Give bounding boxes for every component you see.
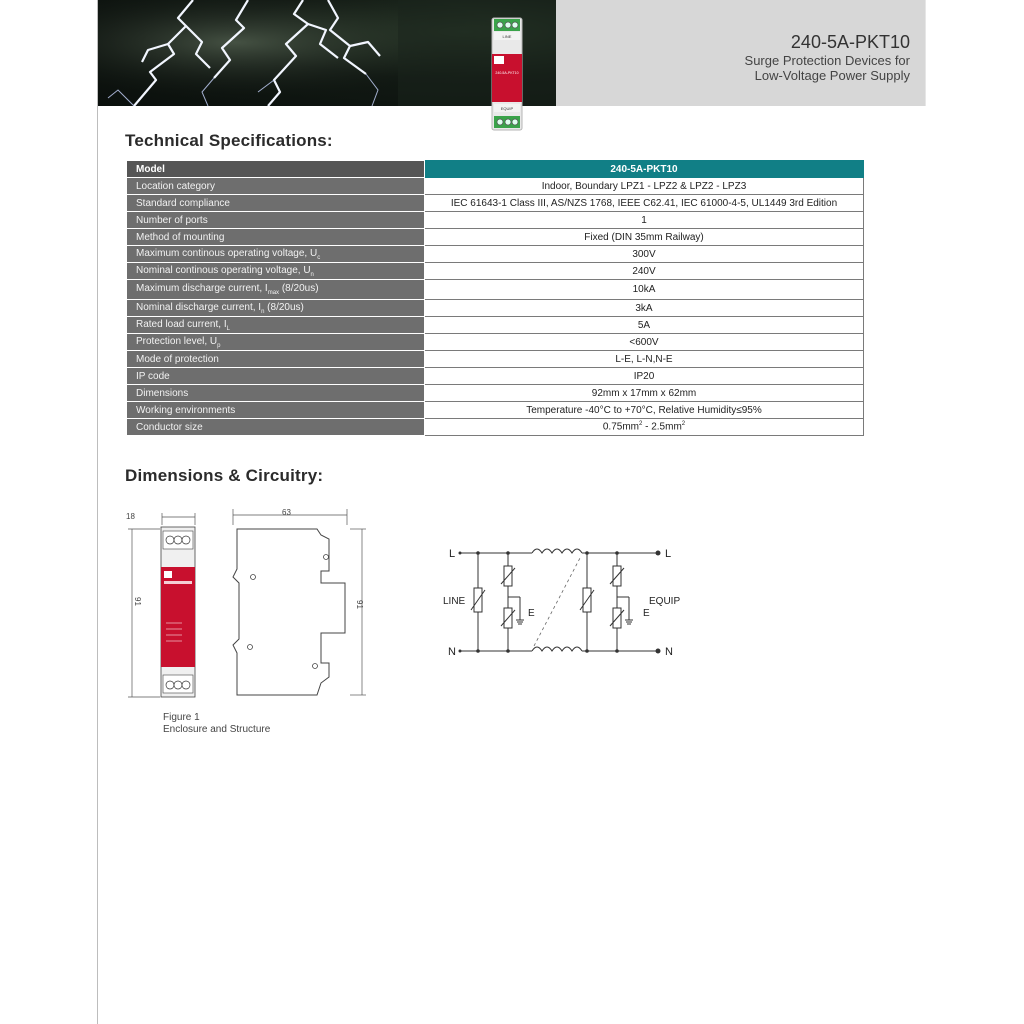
table-row [127, 195, 864, 212]
superscript: 2 [638, 421, 643, 428]
neutral-n-right-label: N [665, 646, 673, 658]
dimensions-circuitry-heading: Dimensions & Circuitry: [125, 466, 324, 485]
spec-key-text: Maximum continous operating voltage, U [136, 247, 318, 259]
spec-value: 3kA [425, 300, 864, 317]
line-side-label: LINE [443, 596, 466, 607]
spec-key: Dimensions [127, 385, 425, 402]
spec-value: 1 [425, 212, 864, 229]
figure-title: Enclosure and Structure [163, 724, 271, 735]
spec-value [425, 419, 864, 436]
spec-key [127, 246, 425, 263]
table-row [127, 280, 864, 300]
subtitle-line-2: Low-Voltage Power Supply [754, 68, 910, 83]
page-left-rule [97, 0, 98, 1024]
front-height-dimension-label: 91 [132, 597, 142, 606]
spec-key-text: Nominal continous operating voltage, U [136, 264, 311, 276]
product-equip-label: EQUIP [500, 106, 514, 111]
table-row [127, 178, 864, 195]
spec-key [127, 263, 425, 280]
model-key: Model [127, 161, 425, 178]
spec-value: IP20 [425, 368, 864, 385]
spec-value: 92mm x 17mm x 62mm [425, 385, 864, 402]
document-code: 240-5A-PKT10 [790, 32, 910, 52]
product-model-label: 240-5A-PKT10 [495, 71, 519, 75]
spec-key-subscript: n [310, 271, 314, 278]
spec-key: IP code [127, 368, 425, 385]
spec-key: Location category [127, 178, 425, 195]
specifications-table [126, 160, 864, 436]
table-row [127, 334, 864, 351]
equip-side-label: EQUIP [649, 596, 681, 607]
table-row [127, 385, 864, 402]
spec-key: Number of ports [127, 212, 425, 229]
table-row [127, 419, 864, 436]
conductor-min: 0.75mm [602, 421, 639, 433]
spec-value: 300V [425, 246, 864, 263]
product-photo [488, 16, 530, 132]
spec-value: L-E, L-N,N-E [425, 351, 864, 368]
table-row [127, 246, 864, 263]
spec-value: IEC 61643-1 Class III, AS/NZS 1768, IEEE C62.41, IEC 61000-4-5, UL1449 3rd Edition [425, 195, 864, 212]
spec-key: Method of mounting [127, 229, 425, 246]
earth-left-label: E [528, 608, 535, 619]
side-height-dimension-label: 91 [354, 600, 364, 609]
table-row [127, 263, 864, 280]
spec-value: Fixed (DIN 35mm Railway) [425, 229, 864, 246]
table-row [127, 229, 864, 246]
spec-key-text: Protection level, U [136, 335, 218, 347]
earth-right-label: E [643, 608, 650, 619]
spec-key [127, 280, 425, 300]
spec-key [127, 334, 425, 351]
table-row [127, 300, 864, 317]
spec-key: Working environments [127, 402, 425, 419]
spec-key-text: Rated load current, I [136, 318, 227, 330]
table-row [127, 368, 864, 385]
din-rail-device-image [488, 16, 530, 132]
depth-dimension-label: 63 [282, 508, 291, 517]
spec-value: 240V [425, 263, 864, 280]
spec-value: 10kA [425, 280, 864, 300]
spec-key-subscript: L [226, 325, 230, 332]
spec-key-suffix: (8/20us) [264, 301, 304, 313]
spec-key-subscript: p [217, 342, 221, 349]
spec-key [127, 317, 425, 334]
model-value: 240-5A-PKT10 [425, 161, 864, 178]
width-dimension-label: 18 [126, 512, 135, 521]
spec-value: Temperature -40°C to +70°C, Relative Humidity≤95% [425, 402, 864, 419]
table-row [127, 402, 864, 419]
line-l-right-label: L [665, 548, 672, 560]
table-header-row [127, 161, 864, 178]
spec-key: Standard compliance [127, 195, 425, 212]
product-line-label: LINE [502, 34, 512, 39]
spec-key-subscript: max [267, 290, 280, 296]
line-l-left-label: L [449, 548, 456, 560]
spec-value: 5A [425, 317, 864, 334]
spec-key-suffix: (8/20us) [279, 283, 319, 294]
spec-value: <600V [425, 334, 864, 351]
spec-value: Indoor, Boundary LPZ1 - LPZ2 & LPZ2 - LPZ3 [425, 178, 864, 195]
table-row [127, 351, 864, 368]
header-right-rule [925, 0, 926, 106]
spec-key-text: Maximum discharge current, I [136, 283, 268, 294]
conductor-max: - 2.5mm [642, 421, 682, 433]
spec-key-text: Nominal discharge current, I [136, 301, 262, 313]
side-view-drawing [225, 505, 375, 705]
spec-key-subscript: n [261, 308, 265, 315]
table-row [127, 317, 864, 334]
spec-key [127, 300, 425, 317]
neutral-n-left-label: N [448, 646, 456, 658]
technical-specifications-heading: Technical Specifications: [125, 131, 333, 150]
figure-number: Figure 1 [163, 712, 200, 723]
subtitle-line-1: Surge Protection Devices for [744, 53, 910, 68]
spec-key: Mode of protection [127, 351, 425, 368]
circuit-diagram [440, 540, 690, 665]
figure-caption [163, 712, 270, 736]
table-row [127, 212, 864, 229]
superscript: 2 [681, 421, 686, 428]
document-subtitle [745, 53, 910, 83]
spec-key-subscript: c [317, 254, 321, 261]
spec-key: Conductor size [127, 419, 425, 436]
